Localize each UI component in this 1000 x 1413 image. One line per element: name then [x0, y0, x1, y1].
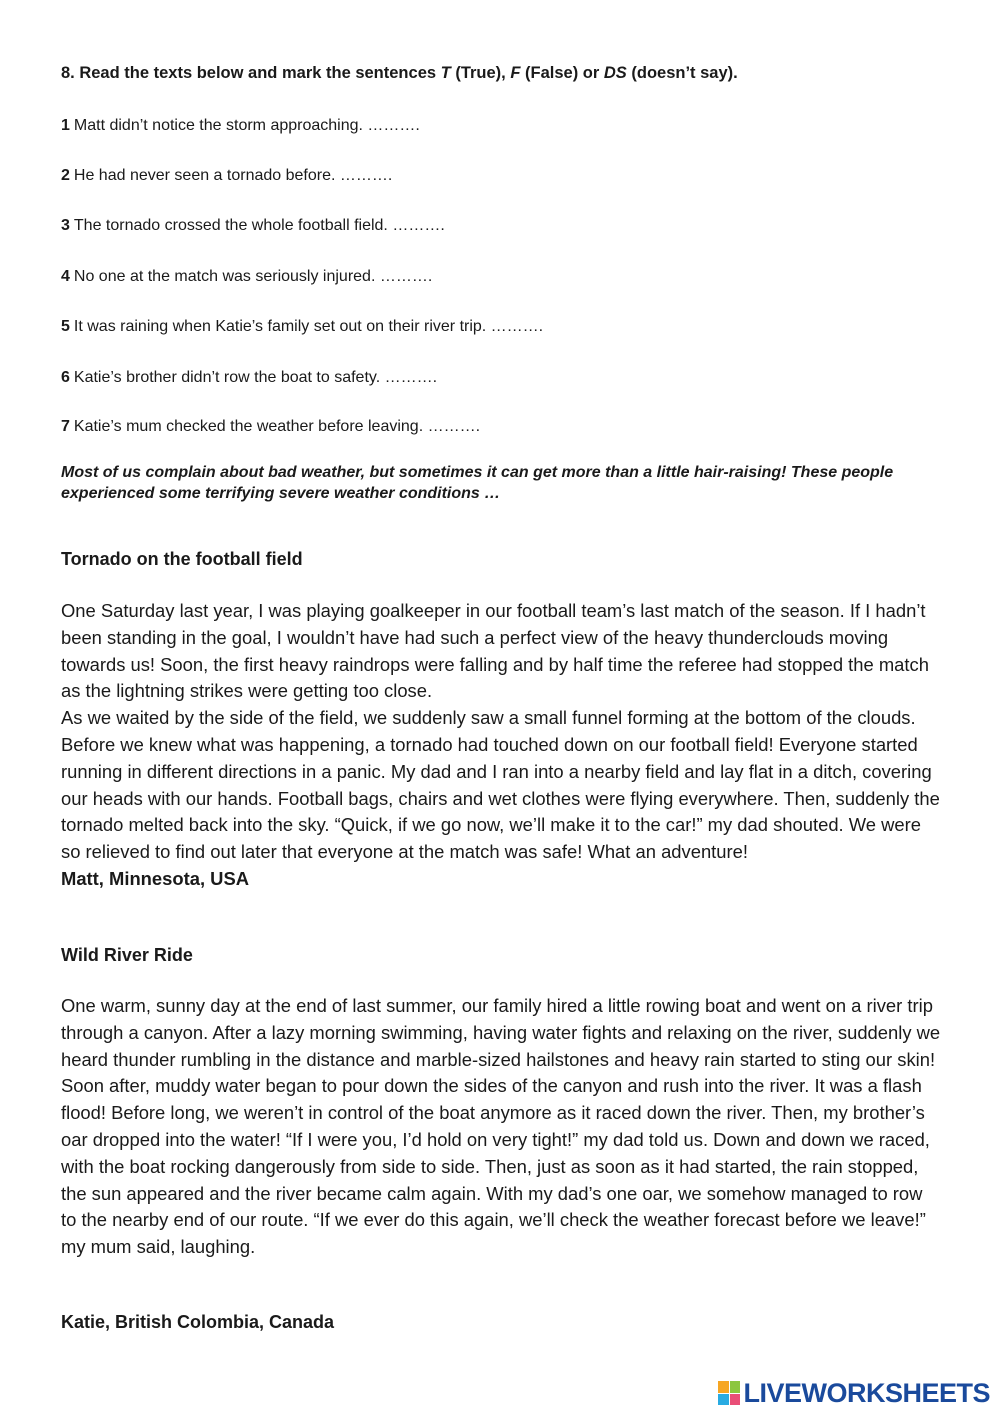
question-text[interactable]: It was raining when Katie’s family set out on their river trip. ……….: [73, 318, 544, 335]
story2-author: Katie, British Colombia, Canada: [61, 1312, 335, 1332]
question-item: [61, 369, 437, 387]
instruction-f: F: [510, 64, 521, 82]
question-text[interactable]: The tornado crossed the whole football field. ……….: [73, 217, 445, 234]
question-text[interactable]: He had never seen a tornado before. ……….: [73, 167, 393, 184]
instruction-lead: 8. Read the texts below and mark the sentences: [61, 64, 441, 82]
instruction-f-text: (False) or: [520, 64, 604, 82]
question-text[interactable]: No one at the match was seriously injured. ……….: [73, 268, 433, 285]
question-item: [61, 167, 392, 185]
story1-author: Matt, Minnesota, USA: [61, 867, 250, 889]
logo-text: LIVEWORKSHEETS: [743, 1377, 990, 1408]
instruction-t: T: [440, 64, 451, 82]
question-item: [61, 268, 432, 286]
instructions: [61, 64, 961, 83]
question-item: [61, 117, 420, 135]
story2-title: Wild River Ride: [61, 945, 193, 965]
instruction-t-text: (True),: [450, 64, 511, 82]
story1-paragraph-2: As we waited by the side of the field, we suddenly saw a small funnel forming at the bottom of the clouds. Before we knew what was happening, a tornado had touched down on our football field! Everyone started running in different directions in a panic. My dad and I ran into a nearby field and lay flat in a ditch, covering our heads with our hands. Football bags, chairs and wet clothes were flying everywhere. Then, suddenly the tornado melted back into the sky. “Quick, if we go now, we’ll make it to the car!” my dad shouted. We were so relieved to find out later that everyone at the match was safe! What an adventure!: [61, 707, 940, 863]
question-number: 4: [61, 268, 70, 285]
liveworksheets-logo: [718, 1378, 990, 1408]
question-text[interactable]: Matt didn’t notice the storm approaching. ……….: [73, 117, 420, 134]
instruction-ds: DS: [603, 64, 627, 82]
logo-mark-icon: [718, 1381, 740, 1405]
question-item: [61, 318, 543, 336]
question-number: 1: [61, 117, 70, 134]
question-item: [61, 217, 445, 235]
question-text[interactable]: Katie’s brother didn’t row the boat to safety. ……….: [73, 369, 438, 386]
instruction-ds-text: (doesn’t say).: [626, 64, 738, 82]
question-number: 6: [61, 369, 70, 386]
question-number: 7: [61, 418, 70, 435]
story1-body: [61, 598, 941, 893]
story2-body: [61, 993, 941, 1261]
question-number: 5: [61, 318, 70, 335]
question-item: [61, 418, 480, 436]
story2-paragraph-1: One warm, sunny day at the end of last summer, our family hired a little rowing boat and went on a river trip through a canyon. After a lazy morning swimming, having water fights and relaxing on the river, suddenly we heard thunder rumbling in the distance and marble-sized hailstones and heavy rain started to sting our skin! Soon after, muddy water began to pour down the sides of the canyon and rush into the river. It was a flash flood! Before long, we weren’t in control of the boat anymore as it raced down the river. Then, my brother’s oar dropped into the water! “If I were you, I’d hold on very tight!” my dad told us. Down and down we raced, with the boat rocking dangerously from side to side. Then, just as soon as it had started, the rain stopped, the sun appeared and the river became calm again. With my dad’s one oar, we somehow managed to row to the nearby end of our route. “If we ever do this again, we’ll check the weather forecast before we leave!” my mum said, laughing.: [61, 995, 941, 1258]
story1-paragraph-1: One Saturday last year, I was playing goalkeeper in our football team’s last match of the season. If I hadn’t been standing in the goal, I wouldn’t have had such a perfect view of the heavy thunderclouds moving towards us! Soon, the first heavy raindrops were falling and by half time the referee had stopped the match as the lightning strikes were getting too close.: [61, 600, 929, 702]
question-number: 2: [61, 167, 70, 184]
intro-text: Most of us complain about bad weather, but sometimes it can get more than a little hair-raising! These people experienced some terrifying severe weather conditions …: [61, 464, 894, 502]
story1-title: Tornado on the football field: [61, 549, 303, 569]
question-number: 3: [61, 217, 70, 234]
question-text[interactable]: Katie’s mum checked the weather before leaving. ……….: [73, 418, 481, 435]
